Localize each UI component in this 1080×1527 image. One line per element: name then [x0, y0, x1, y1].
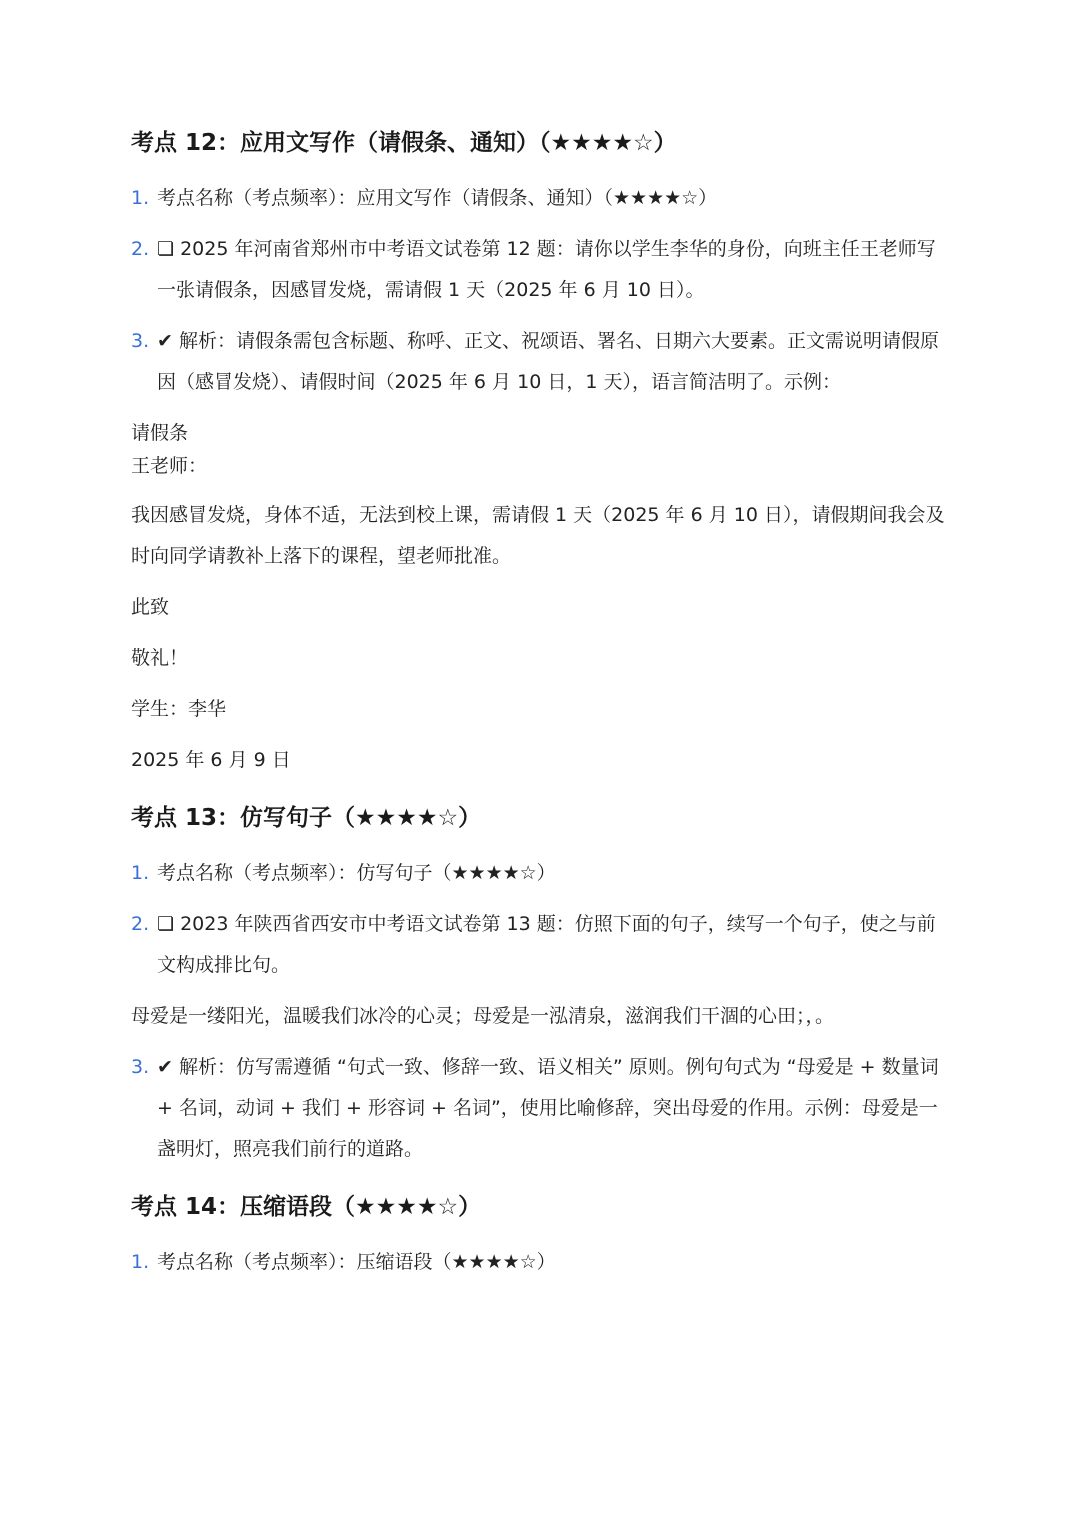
example-title: 请假条	[131, 422, 189, 444]
example-closing-1: 此致	[131, 596, 170, 618]
example-salutation: 王老师：	[131, 455, 208, 477]
list-number: 1.	[131, 862, 150, 884]
document-page	[131, 118, 951, 1293]
example-body: 我因感冒发烧，身体不适，无法到校上课，需请假 1 天（2025 年 6 月 10 日），请假期间我会及时向同学请教补上落下的课程，望老师批准。	[131, 504, 945, 567]
section-heading-12: 考点 12：应用文写作（请假条、通知）（★★★★☆）	[131, 130, 677, 156]
list-number: 3.	[131, 330, 150, 352]
list-item	[131, 1047, 951, 1170]
example-closing-2: 敬礼！	[131, 647, 189, 669]
list-number: 2.	[131, 238, 150, 260]
section-heading-13: 考点 13：仿写句子（★★★★☆）	[131, 805, 482, 831]
list-number: 2.	[131, 913, 150, 935]
list-number: 1.	[131, 187, 150, 209]
list-item-text: ❏ 2023 年陕西省西安市中考语文试卷第 13 题：仿照下面的句子，续写一个句子，使之与前文构成排比句。	[157, 913, 936, 976]
list-item-text: 考点名称（考点频率）：应用文写作（请假条、通知）（★★★★☆）	[157, 187, 718, 209]
list-item-text: 考点名称（考点频率）：仿写句子（★★★★☆）	[157, 862, 556, 884]
list-item	[131, 853, 951, 894]
list-item-text: ✔ 解析：仿写需遵循 “句式一致、修辞一致、语义相关” 原则。例句句式为 “母爱是 + 数量词 + 名词，动词 + 我们 + 形容词 + 名词”，使用比喻修辞，突出母爱的作用。示例：母爱是一盏明灯，照亮我们前行的道路。	[157, 1056, 939, 1160]
list-item-text: ❏ 2025 年河南省郑州市中考语文试卷第 12 题：请你以学生李华的身份，向班主任王老师写一张请假条，因感冒发烧，需请假 1 天（2025 年 6 月 10 日）。	[157, 238, 936, 301]
section-heading-14: 考点 14：压缩语段（★★★★☆）	[131, 1194, 482, 1220]
list-item	[131, 229, 951, 311]
list-item	[131, 904, 951, 986]
list-number: 1.	[131, 1251, 150, 1273]
example-signature: 学生：李华	[131, 698, 227, 720]
list-item	[131, 178, 951, 219]
example-date: 2025 年 6 月 9 日	[131, 749, 291, 771]
list-item	[131, 321, 951, 403]
list-number: 3.	[131, 1056, 150, 1078]
example-sentence: 母爱是一缕阳光，温暖我们冰冷的心灵；母爱是一泓清泉，滋润我们干涸的心田；，。	[131, 1005, 835, 1027]
list-item	[131, 1242, 951, 1283]
list-item-text: 考点名称（考点频率）：压缩语段（★★★★☆）	[157, 1251, 556, 1273]
list-item-text: ✔ 解析：请假条需包含标题、称呼、正文、祝颂语、署名、日期六大要素。正文需说明请假原因（感冒发烧）、请假时间（2025 年 6 月 10 日，1 天），语言简洁明了。示例：	[157, 330, 939, 393]
